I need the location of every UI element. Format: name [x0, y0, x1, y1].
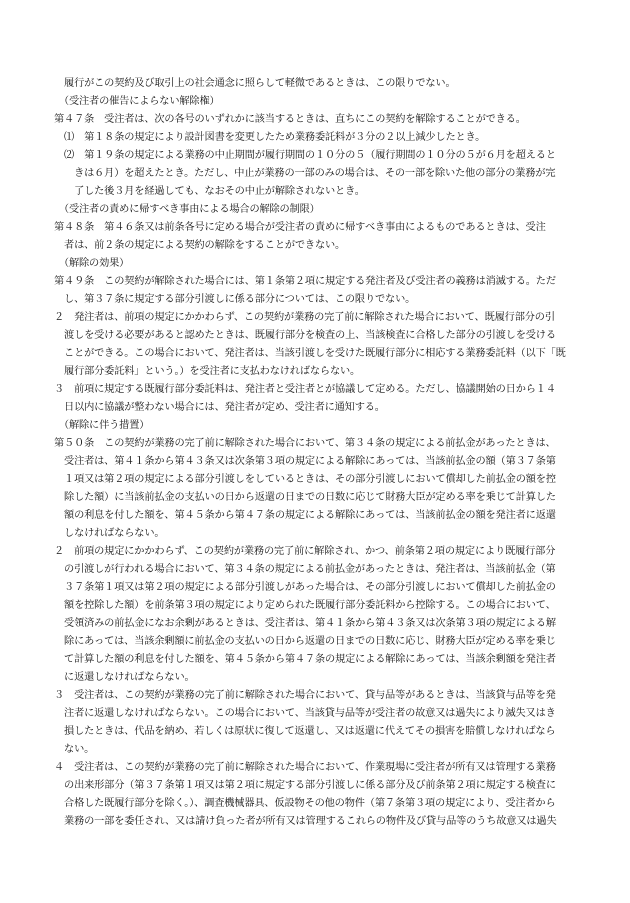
text-line: ことができる。この場合において、発注者は、当該引渡しを受けた既履行部分に相応する業務委託料（以下「既 [54, 348, 566, 359]
text-line: 業務の一部を委任され、又は請け負った者が所有又は管理するこれらの物件及び貸与品等のうち故意又は過失 [54, 816, 557, 827]
text-line: 受領済みの前払金になお余剰があるときは、受注者は、第４１条から第４３条又は次条第３項の規定による解 [54, 618, 556, 629]
text-line: 受注者は、第４１条から第４３条又は次条第３項の規定による解除にあっては、当該前払金の額（第３７条第 [54, 456, 556, 467]
text-line: 除した額）に当該前払金の支払いの日から返還の日までの日数に応じて財務大臣が定める率を乗じて計算した [54, 492, 556, 503]
section-heading: （受注者の催告によらない解除権） [54, 96, 220, 107]
article-50: 第５０条 この契約が業務の完了前に解除された場合において、第３４条の規定による前払金があったときは、 [54, 438, 556, 449]
text-line: ⑵ 第１９条の規定による業務の中止期間が履行期間の１０分の５（履行期間の１０分の５が６月を超えると [54, 150, 556, 161]
text-line: ３ 前項に規定する既履行部分委託料は、発注者と受注者とが協議して定める。ただし、協議開始の日から１４ [54, 384, 556, 395]
text-line: 損したときは、代品を納め、若しくは原状に復して返還し、又は返還に代えてその損害を賠償しなければなら [54, 726, 556, 737]
text-line: ２ 発注者は、前項の規定にかかわらず、この契約が業務の完了前に解除された場合において、既履行部分の引 [54, 312, 555, 323]
text-line: 額を控除した額）を前条第３項の規定により定められた既履行部分委託料から控除する。この場合において、 [54, 600, 556, 611]
article-49: 第４９条 この契約が解除された場合には、第１条第２項に規定する発注者及び受注者の義務は消滅する。ただ [54, 276, 556, 287]
text-line: 額の利息を付した額を、第４５条から第４７条の規定による解除にあっては、当該前払金の額を発注者に返還 [54, 510, 556, 521]
text-line: 履行がこの契約及び取引上の社会通念に照らして軽微であるときは、この限りでない。 [54, 78, 456, 89]
text-line: 除にあっては、当該余剰額に前払金の支払いの日から返還の日までの日数に応じ、財務大臣が定める率を乗じ [54, 636, 556, 647]
text-line: 注者に返還しなければならない。この場合において、当該貸与品等が受注者の故意又は過失により滅失又はき [54, 708, 556, 719]
text-line: ⑴ 第１８条の規定により設計図書を変更したため業務委託料が３分の２以上減少したとき。 [54, 132, 486, 143]
section-heading: （解除の効果） [54, 258, 130, 269]
text-line: ３７条第１項又は第２項の規定による部分引渡しがあった場合は、その部分引渡しにおいて償却した前払金の [54, 582, 556, 593]
text-line: 合格した既履行部分を除く。）、調査機械器具、仮設物その他の物件（第７条第３項の規定により、受注者から [54, 798, 556, 809]
article-48: 第４８条 第４６条又は前条各号に定める場合が受注者の責めに帰すべき事由によるものであるときは、受注 [54, 222, 546, 233]
text-line: きは６月）を超えたとき。ただし、中止が業務の一部のみの場合は、その一部を除いた他の部分の業務が完 [54, 168, 556, 179]
text-line: に返還しなければならない。 [54, 672, 195, 683]
text-line: の出来形部分（第３７条第１項又は第２項に規定する部分引渡しに係る部分及び前条第２項に規定する検査に [54, 780, 556, 791]
section-heading: （解除に伴う措置） [54, 420, 150, 431]
section-heading: （受注者の責めに帰すべき事由による場合の解除の制限） [54, 204, 320, 215]
text-line: し、第３７条に規定する部分引渡しに係る部分については、この限りでない。 [54, 294, 416, 305]
text-line: ない。 [54, 744, 95, 755]
text-line: ２ 前項の規定にかかわらず、この契約が業務の完了前に解除され、かつ、前条第２項の規定により既履行部分 [54, 546, 556, 557]
text-line: ４ 受注者は、この契約が業務の完了前に解除された場合において、作業現場に受注者が所有又は管理する業務 [54, 762, 556, 773]
text-line: 渡しを受ける必要があると認めたときは、既履行部分を検査の上、当該検査に合格した部分の引渡しを受ける [54, 330, 556, 341]
text-line: １項又は第２項の規定による部分引渡しをしているときは、その部分引渡しにおいて償却した前払金の額を控 [54, 474, 556, 485]
text-line: の引渡しが行われる場合において、第３４条の規定による前払金があったときは、発注者は、当該前払金（第 [54, 564, 556, 575]
text-line: 日以内に協議が整わない場合には、発注者が定め、受注者に通知する。 [54, 402, 385, 413]
text-line: しなければならない。 [54, 528, 165, 539]
text-line: 了した後３月を経過しても、なおその中止が解除されないとき。 [54, 186, 365, 197]
text-line: て計算した額の利息を付した額を、第４５条から第４７条の規定による解除にあっては、当該余剰額を発注者 [54, 654, 556, 665]
article-47: 第４７条 受注者は、次の各号のいずれかに該当するときは、直ちにこの契約を解除することができる。 [54, 114, 526, 125]
text-line: 者は、前２条の規定による契約の解除をすることができない。 [54, 240, 346, 251]
text-line: 履行部分委託料」という。）を受注者に支払わなければならない。 [54, 366, 361, 377]
text-line: ３ 受注者は、この契約が業務の完了前に解除された場合において、貸与品等があるときは、当該貸与品等を発 [54, 690, 556, 701]
